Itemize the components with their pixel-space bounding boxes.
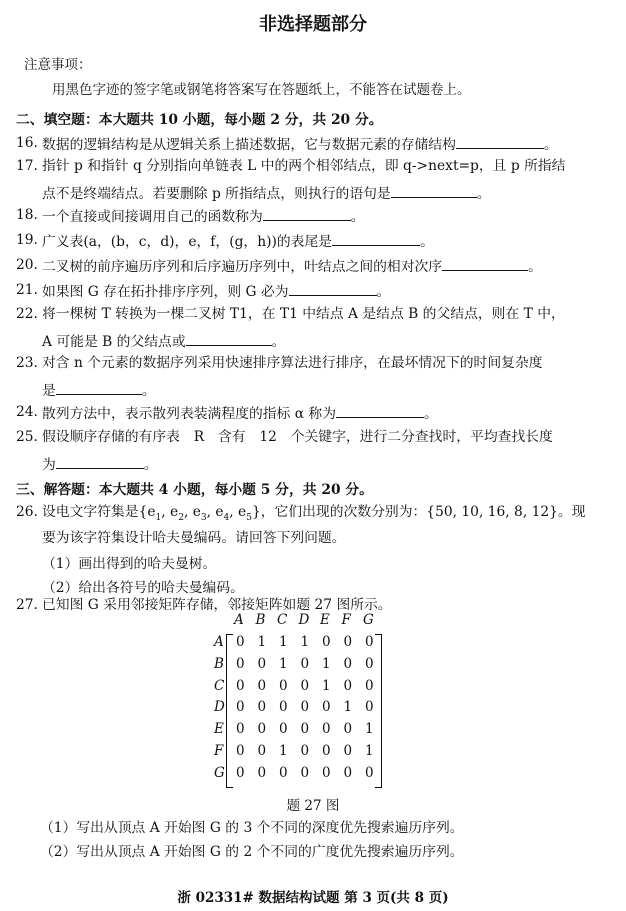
question-number: 22.	[16, 306, 38, 322]
question-text: 散列方法中，表示散列表装满程度的指标 α 称为	[42, 406, 337, 422]
adjacency-matrix	[214, 612, 384, 788]
question-text: 指针 p 和指针 q 分别指向单链表 L 中的两个相邻结点，即 q->next=p，且 p 所指结	[42, 158, 566, 174]
matrix-left-bracket	[226, 634, 233, 788]
matrix-cell: 1	[365, 743, 374, 759]
matrix-cell: 0	[257, 743, 267, 759]
answer-blank[interactable]	[442, 256, 528, 271]
answer-blank[interactable]	[56, 380, 142, 395]
matrix-cell: 0	[300, 699, 310, 716]
question-text: 广义表(a，(b，c，d)，e，f，(g，h))的表尾是	[42, 234, 333, 250]
matrix-cell: 0	[300, 677, 310, 694]
question-number: 17.	[16, 158, 38, 174]
matrix-cell: 1	[365, 721, 374, 738]
matrix-cell: 0	[257, 764, 267, 781]
question-text: 已知图 G 采用邻接矩阵存储，邻接矩阵如题 27 图所示。	[42, 597, 392, 613]
matrix-cell: 0	[300, 721, 310, 738]
matrix-row-label: A	[214, 634, 224, 650]
matrix-cell: 0	[365, 699, 374, 716]
answer-blank[interactable]	[56, 454, 144, 469]
matrix-cell: 1	[279, 634, 288, 650]
matrix-row-label: C	[214, 677, 225, 694]
q27-subquestion-1: （1）写出从顶点 A 开始图 G 的 3 个不同的深度优先搜索遍历序列。	[40, 820, 464, 836]
question-text-cont: A 可能是 B 的父结点或	[42, 334, 186, 350]
question-number: 25.	[16, 429, 38, 445]
exam-page: 非选择题部分 注意事项： 用黑色字迹的签字笔或钢笔将答案写在答题纸上，不能答在试题卷上。 二、填空题：本大题共 10 小题，每小题 2 分，共 20 分。 16. 数据的逻辑结构是从逻辑关系上描述数据，它与数据元素的存储结构 。 17. 指针 p 和指针 q 分别指向单链表 L 中的两个相邻结点，即 q->next=p，且 p 所指结 点不是终端结点。若要删除 p 所指结点，则执行的语句是 。 18. 一个直接或间接调用自己的函数称为 。 19. 广义表(a，(b，c，d)，e，f，(g，h))的表尾是 。 20. 二叉树的前序遍历序列和后序遍历序列中，叶结点之间的相对次序 。 21. 如果图 G 存在拓扑排序序列，则 G 必为 。 22. 将一棵树 T 转换为一棵二叉树 T1，在 T1 中结点 A 是结点 B 的父结点，则在 T 中， A 可能是 B 的父结点或 。 23. 对含 n 个元素的数据序列采用快速排序算法进行排序，在最坏情况下的时间复杂度 是 。 24. 散列方法中，表示散列表装满程度的指标 α 称为 。 25. 假设顺序存储的有序表 R 含有 12 个关键字，进行二分查找时，平均查找长度 为 。 三、解答题：本大题共 4 小题，每小题 5 分，共 20 分。 26. 设电文字符集是{$e_1$, $e_2$, $e_3$, $e_4$, $e_5$}，它们出现的次数分别为：{50, 10, 16, 8, 12}。现 要为该字符集设计哈夫曼编码。请回答下列问题。 （1）画出得到的哈夫曼树。 （2）给出各符号的哈夫曼编码。 27. 已知图 G 采用邻接矩阵存储，邻接矩阵如题 27 图所示。 A B C D E F G A B C D E F G 0 1 1 1 0 0 0 0 0 1 0 1 0 0 0 0 0 0 1 0 0 0 0 0 0 0 1 0 0 0 0 0 0 0 1 0 0 1 0 0 0 1 0 0 0 0 0 0 0 题 27 图 （1）写出从顶点 A 开始图 G 的 3 个不同的深度优先搜索遍历序列。 （2）写出从顶点 A 开始图 G 的 2 个不同的广度优先搜索遍历序列。 浙 02331# 数据结构试题 第 3 页(共 8 页)	[0, 0, 626, 911]
question-number: 21.	[16, 282, 38, 298]
matrix-cell: 0	[365, 764, 374, 781]
question-text: 二叉树的前序遍历序列和后序遍历序列中，叶结点之间的相对次序	[42, 259, 443, 275]
answer-blank[interactable]	[263, 206, 351, 221]
matrix-cell: 0	[322, 699, 331, 716]
question-text: 数据的逻辑结构是从逻辑关系上描述数据，它与数据元素的存储结构	[42, 137, 456, 153]
q26-subquestion-2: （2）给出各符号的哈夫曼编码。	[42, 580, 244, 596]
matrix-cell: 1	[343, 699, 353, 716]
figure-caption: 题 27 图	[286, 798, 340, 814]
matrix-column-label: D	[298, 612, 310, 628]
matrix-cell: 0	[322, 634, 331, 650]
matrix-cell: 0	[365, 634, 374, 650]
question-text-cont: 是	[42, 383, 56, 399]
matrix-column-label: C	[277, 612, 288, 628]
matrix-cell: 0	[300, 655, 310, 672]
question-number: 16.	[16, 135, 38, 151]
question-number: 24.	[16, 404, 38, 420]
matrix-cell: 0	[257, 655, 267, 672]
answer-blank[interactable]	[289, 281, 377, 296]
matrix-cell: 0	[322, 743, 331, 759]
matrix-cell: 0	[257, 677, 267, 694]
question-text: 如果图 G 存在拓扑排序序列，则 G 必为	[42, 284, 289, 300]
answer-blank[interactable]	[391, 183, 477, 198]
matrix-row-label: B	[214, 655, 224, 672]
matrix-right-bracket	[375, 634, 382, 788]
matrix-cell: 0	[236, 764, 245, 781]
page-footer: 浙 02331# 数据结构试题 第 3 页(共 8 页)	[177, 890, 449, 906]
matrix-cell: 0	[279, 677, 288, 694]
matrix-cell: 1	[279, 655, 288, 672]
question-number: 20.	[16, 257, 38, 273]
matrix-cell: 0	[257, 721, 267, 738]
matrix-cell: 0	[279, 699, 288, 716]
matrix-column-label: E	[320, 612, 330, 628]
question-text-cont: 为	[42, 457, 56, 473]
matrix-cell: 0	[236, 634, 245, 650]
matrix-column-label: A	[234, 612, 244, 628]
matrix-cell: 0	[365, 655, 374, 672]
matrix-cell: 0	[279, 721, 288, 738]
matrix-cell: 0	[236, 743, 245, 759]
q26-subquestion-1: （1）画出得到的哈夫曼树。	[42, 556, 217, 572]
answer-blank[interactable]	[336, 403, 424, 418]
matrix-cell: 0	[279, 764, 288, 781]
question-number: 23.	[16, 355, 38, 371]
question-number: 27.	[16, 597, 38, 613]
question-number: 26.	[16, 504, 38, 520]
matrix-cell: 1	[300, 634, 310, 650]
matrix-row-label: D	[214, 699, 225, 716]
matrix-cell: 0	[236, 677, 245, 694]
matrix-row-label: E	[214, 721, 224, 738]
question-text-cont: 要为该字符集设计哈夫曼编码。请回答下列问题。	[42, 530, 346, 546]
matrix-cell: 0	[322, 764, 331, 781]
matrix-cell: 0	[343, 743, 353, 759]
matrix-cell: 1	[279, 743, 288, 759]
matrix-cell: 0	[236, 721, 245, 738]
question-text: 对含 n 个元素的数据序列采用快速排序算法进行排序，在最坏情况下的时间复杂度	[42, 355, 543, 371]
matrix-cell: 0	[300, 743, 310, 759]
matrix-cell: 0	[236, 699, 245, 716]
matrix-cell: 0	[343, 677, 353, 694]
matrix-row-label: F	[214, 743, 224, 759]
matrix-column-label: G	[363, 612, 374, 628]
matrix-cell: 0	[343, 764, 353, 781]
matrix-cell: 0	[343, 655, 353, 672]
matrix-cell: 0	[343, 721, 353, 738]
question-number: 18.	[16, 207, 38, 223]
question-text: 将一棵树 T 转换为一棵二叉树 T1，在 T1 中结点 A 是结点 B 的父结点，则在 T 中，	[42, 306, 565, 322]
question-text: 假设顺序存储的有序表 R 含有 12 个关键字，进行二分查找时，平均查找长度	[42, 429, 553, 445]
matrix-cell: 0	[322, 721, 331, 738]
q27-subquestion-2: （2）写出从顶点 A 开始图 G 的 2 个不同的广度优先搜索遍历序列。	[40, 844, 464, 860]
matrix-cell: 0	[343, 634, 353, 650]
matrix-cell: 1	[257, 634, 267, 650]
matrix-cell: 0	[236, 655, 245, 672]
notice-heading: 注意事项：	[24, 57, 92, 73]
matrix-cell: 1	[322, 677, 331, 694]
matrix-cell: 0	[365, 677, 374, 694]
answer-blank[interactable]	[332, 231, 420, 246]
matrix-cell: 1	[322, 655, 331, 672]
matrix-column-label: F	[341, 612, 351, 628]
section-heading-fill-blank: 二、填空题：本大题共 10 小题，每小题 2 分，共 20 分。	[16, 112, 383, 128]
answer-blank[interactable]	[456, 134, 544, 149]
section-heading-answer: 三、解答题：本大题共 4 小题，每小题 5 分，共 20 分。	[16, 482, 373, 498]
matrix-column-label: B	[255, 612, 266, 628]
matrix-cell: 0	[257, 699, 267, 716]
page-title: 非选择题部分	[259, 14, 367, 35]
answer-blank[interactable]	[186, 331, 272, 346]
question-text: 一个直接或间接调用自己的函数称为	[42, 209, 263, 225]
matrix-row-label: G	[214, 764, 225, 781]
notice-body: 用黑色字迹的签字笔或钢笔将答案写在答题纸上，不能答在试题卷上。	[52, 82, 471, 98]
question-number: 19.	[16, 232, 38, 248]
matrix-cell: 0	[300, 764, 310, 781]
question-text-cont: 点不是终端结点。若要删除 p 所指结点，则执行的语句是	[42, 186, 391, 202]
